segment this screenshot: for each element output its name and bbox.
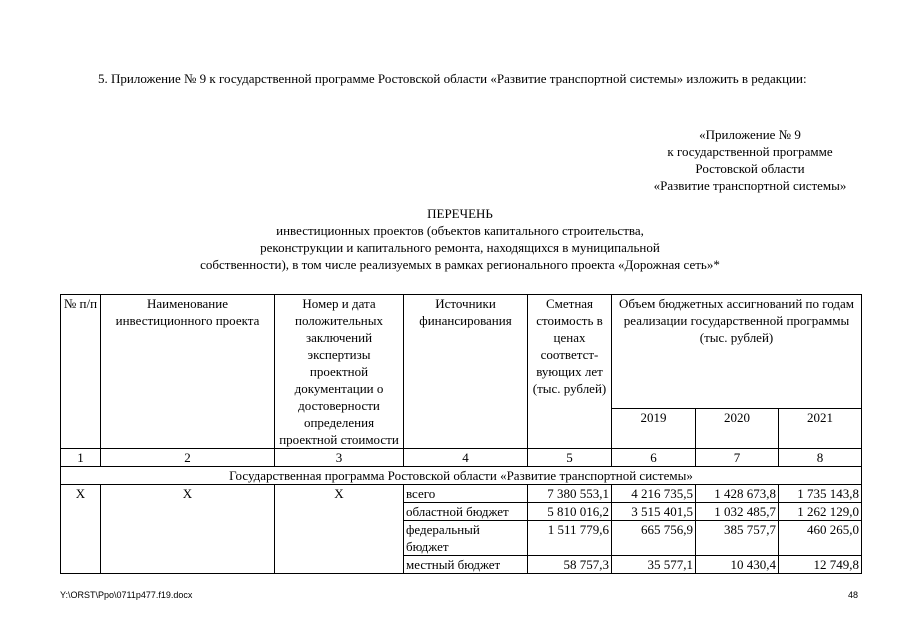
header-year: 2021	[779, 409, 862, 449]
year-2019-cell: 3 515 401,5	[612, 503, 696, 521]
cost-cell: 7 380 553,1	[528, 485, 612, 503]
cost-cell: 5 810 016,2	[528, 503, 612, 521]
year-2019-cell: 35 577,1	[612, 556, 696, 574]
year-2021-cell: 460 265,0	[779, 521, 862, 556]
program-row	[61, 467, 862, 485]
header-sources: Источники финансирования	[404, 295, 528, 449]
x-mark: Х	[101, 485, 275, 574]
column-number: 5	[528, 449, 612, 467]
appendix-line: к государственной программе	[667, 144, 833, 159]
year-2020-cell: 10 430,4	[696, 556, 779, 574]
column-numbers-row	[61, 449, 862, 467]
appendix-line: «Развитие транспортной системы»	[653, 178, 847, 193]
source-cell: областной бюджет	[404, 503, 528, 521]
appendix-line: Ростовской области	[695, 161, 805, 176]
column-number: 7	[696, 449, 779, 467]
title-line: собственности), в том числе реализуемых в рамках регионального проекта «Дорожная сеть»*	[200, 257, 720, 272]
year-2021-cell: 1 735 143,8	[779, 485, 862, 503]
program-title: Государственная программа Ростовской области «Развитие транспортной системы»	[61, 467, 862, 485]
header-year: 2020	[696, 409, 779, 449]
year-2019-cell: 665 756,9	[612, 521, 696, 556]
column-number: 6	[612, 449, 696, 467]
year-2020-cell: 1 032 485,7	[696, 503, 779, 521]
header-cost: Сметная стоимость в ценах соответст-вующих лет (тыс. рублей)	[528, 295, 612, 449]
year-2020-cell: 385 757,7	[696, 521, 779, 556]
column-number: 3	[275, 449, 404, 467]
source-cell: федеральный бюджет	[404, 521, 528, 556]
appendix-line: «Приложение № 9	[699, 127, 801, 142]
header-num: № п/п	[61, 295, 101, 449]
appendix-reference	[600, 126, 900, 194]
footer-file-path: Y:\ORST\Ppo\0711p477.f19.docx	[60, 590, 193, 600]
header-year: 2019	[612, 409, 696, 449]
title-line: инвестиционных проектов (объектов капитального строительства,	[276, 223, 644, 238]
column-number: 4	[404, 449, 528, 467]
cost-cell: 58 757,3	[528, 556, 612, 574]
x-mark: Х	[61, 485, 101, 574]
header-name: Наименование инвестиционного проекта	[101, 295, 275, 449]
title-heading: ПЕРЕЧЕНЬ	[427, 206, 493, 221]
header-expertise: Номер и дата положительных заключений экспертизы проектной документации о достоверности определения проектной стоимости	[275, 295, 404, 449]
header-budget: Объем бюджетных ассигнований по годам реализации государственной программы (тыс. рублей)	[612, 295, 862, 409]
intro-paragraph: 5. Приложение № 9 к государственной программе Ростовской области «Развитие транспортной системы» изложить в редакции:	[98, 71, 807, 86]
column-number: 1	[61, 449, 101, 467]
year-2021-cell: 1 262 129,0	[779, 503, 862, 521]
table-row	[61, 485, 862, 503]
projects-table	[60, 294, 862, 574]
source-cell: всего	[404, 485, 528, 503]
year-2019-cell: 4 216 735,5	[612, 485, 696, 503]
column-number: 8	[779, 449, 862, 467]
header-row	[61, 295, 862, 409]
source-cell: местный бюджет	[404, 556, 528, 574]
year-2020-cell: 1 428 673,8	[696, 485, 779, 503]
title-line: реконструкции и капитального ремонта, находящихся в муниципальной	[260, 240, 660, 255]
cost-cell: 1 511 779,6	[528, 521, 612, 556]
column-number: 2	[101, 449, 275, 467]
page-number: 48	[847, 590, 858, 600]
year-2021-cell: 12 749,8	[779, 556, 862, 574]
document-title	[60, 205, 860, 273]
x-mark: Х	[275, 485, 404, 574]
